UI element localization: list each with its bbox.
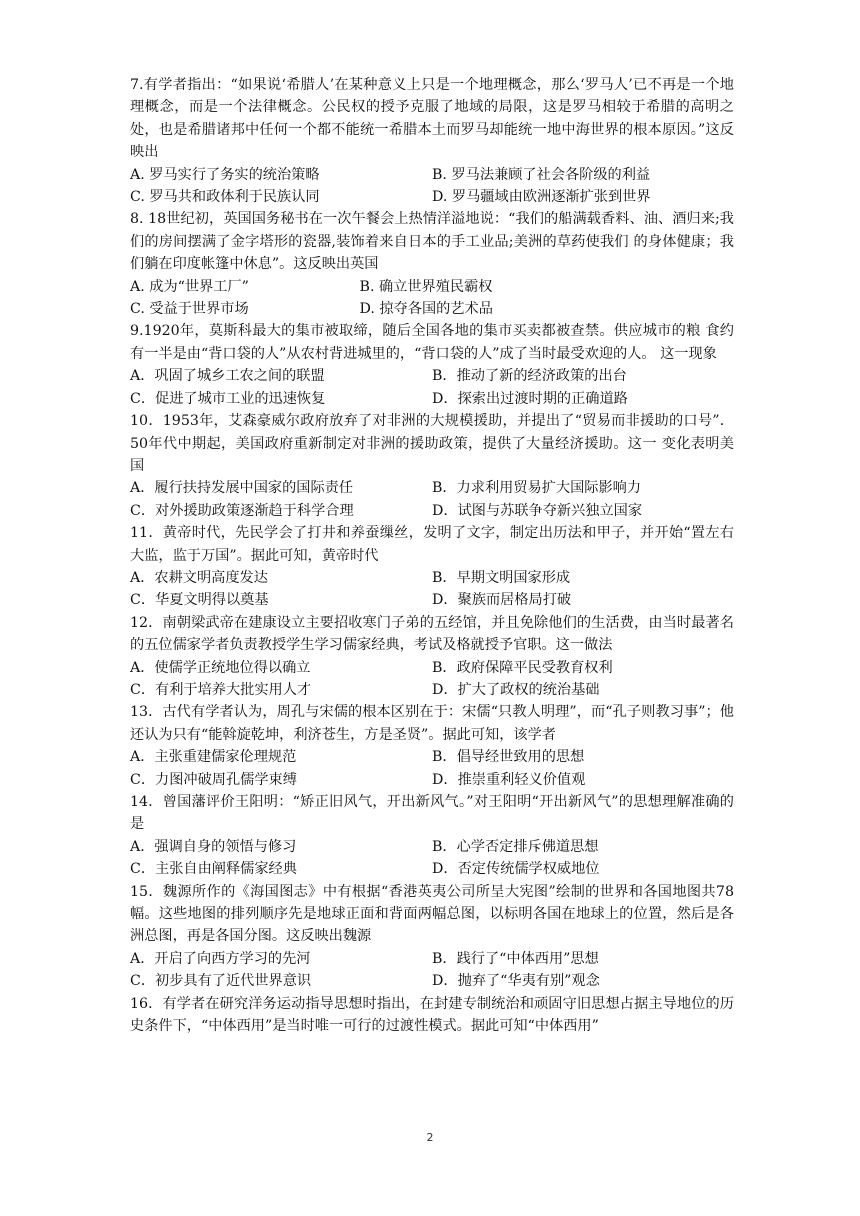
option-a: A．履行扶持发展中国家的国际责任	[130, 480, 354, 497]
question-8	[130, 208, 734, 320]
option-a: A．强调自身的领悟与修习	[130, 838, 297, 855]
question-7	[130, 74, 734, 208]
option-d: D．试图与苏联争夺新兴独立国家	[432, 502, 643, 519]
option-d: D. 罗马疆域由欧洲逐渐扩张到世界	[432, 189, 651, 206]
option-c: C. 受益于世界市场	[130, 301, 249, 318]
question-stem: 10．1953年，艾森豪威尔政府放弃了对非洲的大规模援助，并提出了“贸易而非援助的口号”．50年代中期起，美国政府重新制定对非洲的援助政策，提供了大量经济援助。这一 变化表明美国	[130, 413, 734, 474]
option-d: D. 掠夺各国的艺术品	[359, 301, 493, 318]
question-13	[130, 701, 734, 791]
question-stem: 14．曾国藩评价王阳明：“矫正旧风气，开出新风气。”对王阳明“开出新风气”的思想理解准确的是	[130, 794, 734, 833]
option-d: D．扩大了政权的统治基础	[432, 681, 600, 698]
option-b: B. 罗马法兼顾了社会各阶级的利益	[432, 166, 651, 183]
option-c: C. 罗马共和政体利于民族认同	[130, 189, 320, 206]
option-b: B．践行了“中体西用”思想	[432, 950, 599, 967]
question-stem: 15．魏源所作的《海国图志》中有根据“香港英夷公司所呈大宪图”绘制的世界和各国地图共78幅。这些地图的排列顺序先是地球正面和背面两幅总图，以标明各国在地球上的位置，然后是各洲总图，再是各国分图。这反映出魏源	[130, 883, 734, 945]
question-stem: 16．有学者在研究洋务运动指导思想时指出，在封建专制统治和顽固守旧思想占据主导地位的历史条件下，“中体西用”是当时唯一可行的过渡性模式。据此可知“中体西用”	[130, 995, 734, 1035]
option-list	[130, 657, 734, 702]
question-12	[130, 612, 734, 702]
option-b: B. 确立世界殖民霸权	[359, 278, 493, 295]
option-a: A. 罗马实行了务实的统治策略	[130, 166, 320, 183]
option-c: C．华夏文明得以奠基	[130, 592, 269, 609]
option-list	[130, 365, 734, 410]
option-c: C．促进了城市工业的迅速恢复	[130, 390, 326, 407]
option-a: A．农耕文明高度发达	[130, 569, 268, 586]
option-b: B．力求利用贸易扩大国际影响力	[432, 480, 642, 497]
option-c: C．主张自由阐释儒家经典	[130, 861, 297, 878]
question-15	[130, 881, 734, 993]
question-9	[130, 320, 734, 410]
option-a: A．巩固了城乡工农之间的联盟	[130, 368, 325, 385]
option-list	[130, 477, 734, 522]
option-d: D．探索出过渡时期的正确道路	[432, 390, 628, 407]
option-a: A．主张重建儒家伦理规范	[130, 749, 297, 766]
question-stem: 8. 18世纪初，英国国务秘书在一次午餐会上热情洋溢地说：“我们的船满载香料、油、酒归来;我们的房间摆满了金字塔形的瓷器,装饰着来自日本的手工业品;美洲的草药使我们 的身体健康；我们躺在印度帐篷中休息”。这反映出英国	[130, 211, 734, 273]
option-d: D．推崇重利轻义价值观	[432, 771, 586, 788]
option-list	[130, 836, 734, 881]
question-stem: 11．黄帝时代，先民学会了打井和养蚕缫丝，发明了文字，制定出历法和甲子，并开始“置左右大监，监于万国”。据此可知，黄帝时代	[130, 525, 734, 564]
question-stem: 13．古代有学者认为，周孔与宋儒的根本区别在于：宋儒“只教人明理”，而“孔子则教习事”；他还认为只有“能斡旋乾坤，利济苍生，方是圣贤”。据此可知，该学者	[130, 704, 734, 743]
question-10	[130, 410, 734, 522]
option-d: D．聚族而居格局打破	[432, 592, 572, 609]
question-16	[130, 993, 734, 1038]
question-stem: 9.1920年，莫斯科最大的集市被取缔，随后全国各地的集市买卖都被查禁。供应城市的粮 食约有一半是由“背口袋的人”从农村背进城里的，“背口袋的人”成了当时最受欢迎的人。 这一现象	[130, 323, 734, 362]
option-c: C．对外援助政策逐渐趋于科学合理	[130, 502, 354, 519]
option-b: B．倡导经世致用的思想	[432, 749, 585, 766]
option-c: C．初步具有了近代世界意识	[130, 973, 312, 990]
option-b: B．推动了新的经济政策的出台	[432, 368, 627, 385]
option-c: C．力图冲破周孔儒学束缚	[130, 771, 297, 788]
option-d: D．抛弃了“华夷有别”观念	[432, 973, 600, 990]
option-a: A. 成为“世界工厂”	[130, 278, 249, 295]
question-list	[130, 74, 734, 1037]
option-list	[130, 164, 734, 209]
option-list	[130, 746, 734, 791]
page-number: 2	[426, 1131, 434, 1144]
question-11	[130, 522, 734, 612]
option-list	[130, 948, 734, 993]
option-b: B．早期文明国家形成	[432, 569, 571, 586]
question-stem: 12．南朝梁武帝在建康设立主要招收寒门子弟的五经馆，并且免除他们的生活费，由当时最著名的五位儒家学者负责教授学生学习儒家经典，考试及格就授予官职。这一做法	[130, 614, 734, 654]
option-b: B．政府保障平民受教育权利	[432, 659, 613, 676]
option-a: A．开启了向西方学习的先河	[130, 950, 311, 967]
question-14	[130, 791, 734, 881]
option-c: C．有利于培养大批实用人才	[130, 681, 312, 698]
option-a: A．使儒学正统地位得以确立	[130, 659, 311, 676]
option-list	[130, 567, 734, 612]
option-b: B．心学否定排斥佛道思想	[432, 838, 599, 855]
option-list	[130, 276, 734, 321]
option-d: D．否定传统儒学权威地位	[432, 861, 600, 878]
question-stem: 7.有学者指出：“如果说‘希腊人’在某种意义上只是一个地理概念，那么‘罗马人’已不再是一个地理概念，而是一个法律概念。公民权的授予克服了地域的局限，这是罗马相较于希腊的高明之处，也是希腊诸邦中任何一个都不能统一希腊本土而罗马却能统一地中海世界的根本原因。”这反映出	[130, 77, 734, 161]
